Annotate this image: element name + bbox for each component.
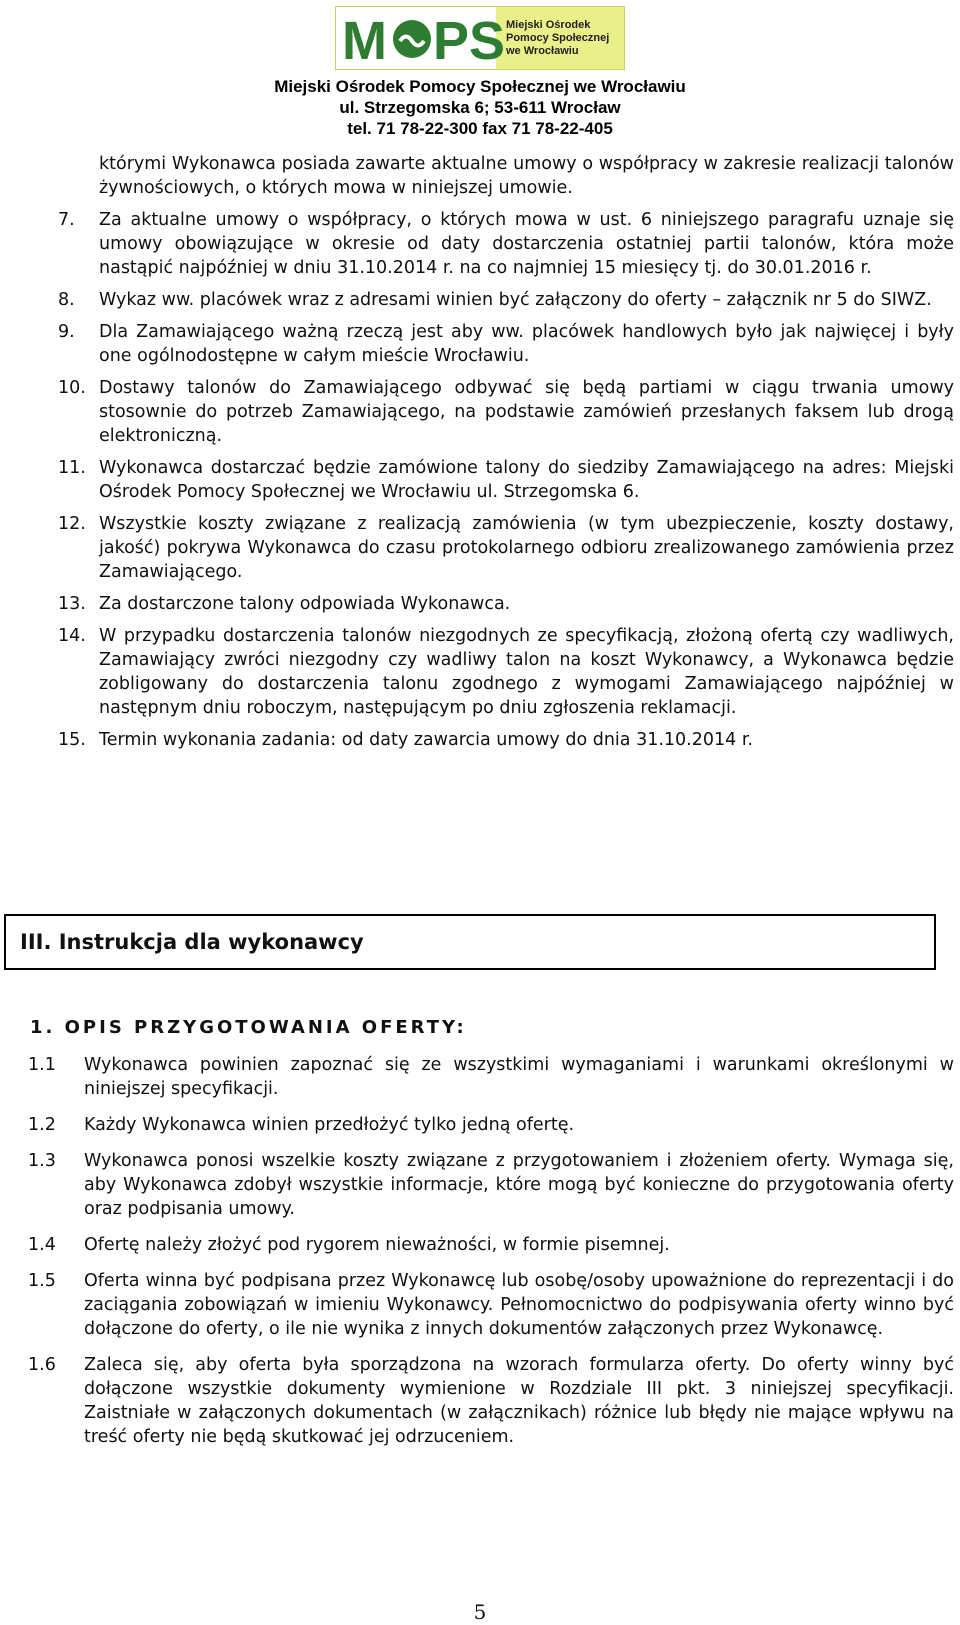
item-text: Wszystkie koszty związane z realizacją zamówienia (w tym ubezpieczenie, koszty dostawy, jakość) pokrywa Wykonawca do czasu protokolarnego odbioru zrealizowanego zamówienia przez Zamawiającego.	[99, 514, 954, 582]
item-number: 15.	[58, 730, 86, 750]
item-text: Za aktualne umowy o współpracy, o których mowa w ust. 6 niniejszego paragrafu uznaje się umowy obowiązujące w okresie od daty dostarczenia ostatniej partii talonów, która może nastąpić najpóźniej w dniu 31.10.2014 r. na co najmniej 15 miesięcy tj. do 30.01.2016 r.	[99, 210, 954, 278]
continuation-paragraph: którymi Wykonawca posiada zawarte aktualne umowy o współpracy w zakresie realizacji talonów żywnościowych, o których mowa w niniejszej umowie.	[99, 154, 954, 198]
item-text: Za dostarczone talony odpowiada Wykonawca.	[99, 594, 511, 614]
list-item	[28, 1113, 954, 1137]
logo-wordmark	[336, 7, 506, 71]
item-text: Wykonawca dostarczać będzie zamówione talony do siedziby Zamawiającego na adres: Miejski Ośrodek Pomocy Społecznej we Wrocławiu ul. Strzegomska 6.	[99, 458, 954, 502]
list-item	[28, 1149, 954, 1221]
item-text: Dla Zamawiającego ważną rzeczą jest aby ww. placówek handlowych było jak najwięcej i były one ogólnodostępne w całym mieście Wrocławiu.	[99, 322, 954, 366]
list-item	[58, 208, 954, 280]
logo-side-line: Miejski Ośrodek	[506, 18, 591, 31]
logo-side-text	[496, 7, 624, 69]
list-item	[58, 376, 954, 448]
org-name: Miejski Ośrodek Pomocy Społecznej we Wrocławiu	[274, 77, 686, 96]
item-number: 10.	[58, 378, 86, 398]
item-number: 14.	[58, 626, 86, 646]
list-item	[28, 1269, 954, 1341]
item-number: 11.	[58, 458, 86, 478]
item-number: 1.5	[28, 1271, 56, 1291]
svg-text:PS: PS	[433, 11, 506, 71]
list-item	[58, 592, 954, 616]
item-text: Wykonawca ponosi wszelkie koszty związane z przygotowaniem i złożeniem oferty. Wymaga się, aby Wykonawca zdobył wszystkie informacje, które mogą być konieczne do przygotowania oferty oraz podpisania umowy.	[84, 1151, 954, 1219]
org-phone: tel. 71 78-22-300 fax 71 78-22-405	[347, 119, 613, 138]
item-number: 1.3	[28, 1151, 56, 1171]
item-text: W przypadku dostarczenia talonów niezgodnych ze specyfikacją, złożoną ofertą czy wadliwych, Zamawiający zwróci niezgodny czy wadliwy talon na koszt Wykonawcy, a Wykonawca będzie zobligowany do dostarczenia talonu zgodnego z wymogami Zamawiającego najpóźniej w następnym dniu roboczym, następującym po dniu zgłoszenia reklamacji.	[99, 626, 954, 718]
section-title: III. Instrukcja dla wykonawcy	[20, 930, 364, 954]
item-number: 1.2	[28, 1115, 56, 1135]
item-number: 1.4	[28, 1235, 56, 1255]
list-item	[58, 288, 954, 312]
item-text: Ofertę należy złożyć pod rygorem nieważności, w formie pisemnej.	[84, 1235, 670, 1255]
logo-wordmark-graphic	[338, 9, 506, 71]
item-text: Oferta winna być podpisana przez Wykonawcę lub osobę/osoby upoważnione do reprezentacji i do zaciągania zobowiązań w imieniu Wykonawcy. Pełnomocnictwo do podpisywania oferty winno być dołączone do oferty, o ile nie wynika z innych dokumentów załączonych przez Wykonawcę.	[84, 1271, 954, 1339]
item-number: 1.1	[28, 1055, 56, 1075]
subitem-list	[28, 1053, 954, 1461]
item-number: 9.	[58, 322, 75, 342]
list-item	[58, 728, 954, 752]
list-item	[58, 512, 954, 584]
section-heading-box	[4, 914, 936, 970]
list-item	[58, 456, 954, 504]
item-number: 13.	[58, 594, 86, 614]
list-item	[28, 1233, 954, 1257]
item-text: Termin wykonania zadania: od daty zawarcia umowy do dnia 31.10.2014 r.	[99, 730, 753, 750]
item-text: Wykonawca powinien zapoznać się ze wszystkimi wymaganiami i warunkami określonymi w niniejszej specyfikacji.	[84, 1055, 954, 1099]
list-item	[58, 320, 954, 368]
logo-side-line: Pomocy Społecznej	[506, 31, 610, 44]
org-address: ul. Strzegomska 6; 53-611 Wrocław	[339, 98, 621, 117]
letterhead	[0, 6, 960, 139]
svg-text:M: M	[342, 11, 387, 71]
numbered-list	[58, 152, 954, 760]
page-number: 5	[473, 1600, 487, 1624]
item-number: 8.	[58, 290, 75, 310]
logo-side-line: we Wrocławiu	[506, 44, 579, 57]
item-number: 1.6	[28, 1355, 56, 1375]
subsection-title: 1. OPIS PRZYGOTOWANIA OFERTY:	[30, 1017, 467, 1038]
list-item	[28, 1353, 954, 1449]
list-item	[58, 624, 954, 720]
item-text: Zaleca się, aby oferta była sporządzona na wzorach formularza oferty. Do oferty winny być dołączone wszystkie dokumenty wymienione w Rozdziale III pkt. 3 niniejszej specyfikacji. Zaistniałe w załączonych dokumentach (w załącznikach) różnice lub błędy nie mające wpływu na treść oferty nie będą skutkować jej odrzuceniem.	[84, 1355, 954, 1447]
item-text: Dostawy talonów do Zamawiającego odbywać się będą partiami w ciągu trwania umowy stosownie do potrzeb Zamawiającego, na podstawie zamówień przesłanych faksem lub drogą elektroniczną.	[99, 378, 954, 446]
item-number: 12.	[58, 514, 86, 534]
item-number: 7.	[58, 210, 75, 230]
item-text: Każdy Wykonawca winien przedłożyć tylko jedną ofertę.	[84, 1115, 575, 1135]
mops-logo	[335, 6, 625, 70]
list-item	[28, 1053, 954, 1101]
item-text: Wykaz ww. placówek wraz z adresami winien być załączony do oferty – załącznik nr 5 do SIWZ.	[99, 290, 932, 310]
